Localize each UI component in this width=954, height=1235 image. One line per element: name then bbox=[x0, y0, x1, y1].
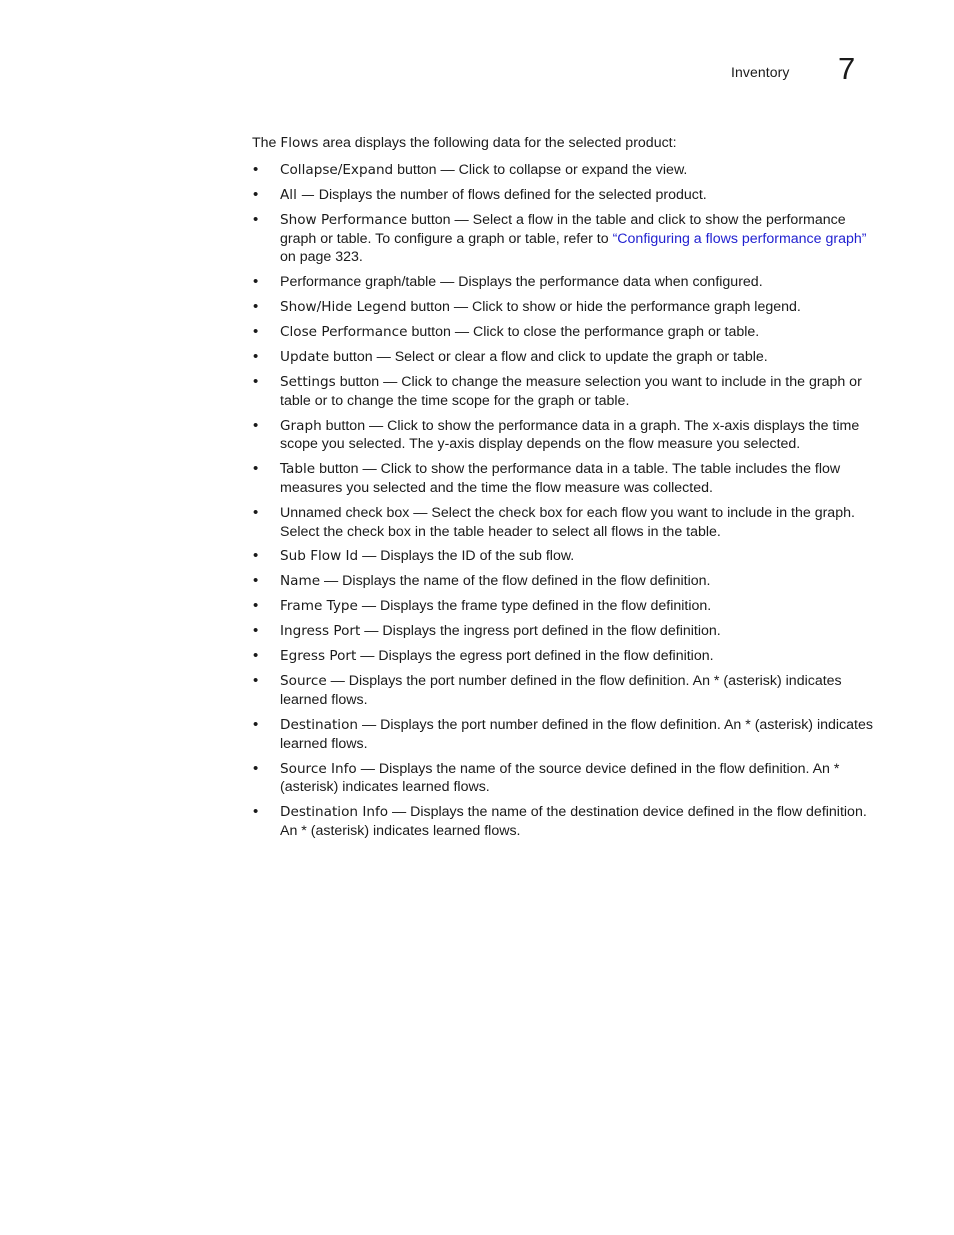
item-text: — Displays the egress port defined in the flow definition. bbox=[356, 648, 714, 665]
item-term: Destination bbox=[280, 716, 359, 733]
item-text: — Displays the name of the flow defined in the flow definition. bbox=[320, 573, 711, 590]
bullet-icon: • bbox=[253, 323, 259, 341]
bullet-icon: • bbox=[253, 622, 259, 640]
item-text: Performance graph/table — Displays the performance data when configured. bbox=[280, 274, 763, 291]
item-text: Displays the number of flows defined for the selected product. bbox=[314, 187, 707, 204]
item-text: — Displays the port number defined in the flow definition. An * (asterisk) indicates learned flows. bbox=[280, 673, 842, 708]
item-term: Source Info bbox=[280, 760, 357, 777]
item-text: button — Click to show the performance data in a table. The table includes the flow measures you selected and the time the flow measure was collected. bbox=[280, 461, 841, 496]
page-body bbox=[252, 134, 874, 847]
list-item bbox=[252, 597, 874, 616]
list-item bbox=[252, 760, 874, 797]
list-item bbox=[252, 298, 874, 317]
item-text: — Displays the name of the destination device defined in the flow definition. An * (asterisk) indicates learned flows. bbox=[280, 804, 867, 839]
bullet-icon: • bbox=[253, 348, 259, 366]
bullet-icon: • bbox=[253, 460, 259, 478]
item-term: Show/Hide Legend bbox=[280, 299, 407, 316]
item-term: Destination Info bbox=[280, 804, 389, 821]
item-term: Sub Flow Id bbox=[280, 548, 359, 565]
item-term: Egress Port bbox=[280, 648, 357, 665]
bullet-icon: • bbox=[253, 597, 259, 615]
item-text: button — Select a flow in the table and click to show the performance graph or table. To configure a graph or table, refer to bbox=[280, 212, 846, 247]
item-text: — Displays the frame type defined in the flow definition. bbox=[357, 598, 712, 615]
item-term: Frame Type bbox=[280, 598, 358, 615]
list-item bbox=[252, 161, 874, 180]
intro-text-before: The bbox=[252, 135, 281, 151]
item-text: — Displays the ID of the sub flow. bbox=[358, 548, 575, 565]
item-term: All — bbox=[280, 187, 315, 204]
item-term: Collapse/Expand bbox=[280, 162, 394, 179]
chapter-number: 7 bbox=[838, 51, 856, 86]
bullet-icon: • bbox=[253, 211, 259, 229]
flows-item-list bbox=[252, 161, 874, 840]
list-item bbox=[252, 716, 874, 753]
list-item bbox=[252, 572, 874, 591]
intro-paragraph bbox=[252, 134, 874, 153]
cross-reference-link[interactable]: “Configuring a flows performance graph” bbox=[612, 230, 867, 247]
bullet-icon: • bbox=[253, 373, 259, 391]
item-text: button — Click to show the performance data in a graph. The x-axis displays the time scope you selected. The y-axis display depends on the flow measure you selected. bbox=[280, 417, 860, 453]
list-item bbox=[252, 211, 874, 267]
bullet-icon: • bbox=[253, 803, 259, 821]
bullet-icon: • bbox=[253, 572, 259, 590]
item-text: button — Click to change the measure selection you want to include in the graph or table or to change the time scope for the graph or table. bbox=[280, 374, 862, 409]
bullet-icon: • bbox=[253, 161, 259, 179]
bullet-icon: • bbox=[253, 186, 259, 204]
item-term: Table bbox=[280, 461, 316, 478]
item-text: — Displays the port number defined in the flow definition. An * (asterisk) indicates learned flows. bbox=[280, 716, 873, 752]
item-term: Show Performance bbox=[280, 212, 408, 229]
bullet-icon: • bbox=[253, 298, 259, 316]
list-item bbox=[252, 417, 874, 454]
item-text: — Displays the ingress port defined in the flow definition. bbox=[360, 623, 721, 640]
bullet-icon: • bbox=[253, 547, 259, 565]
bullet-icon: • bbox=[253, 715, 259, 733]
item-term: Settings bbox=[280, 374, 336, 391]
list-item bbox=[252, 186, 874, 205]
list-item bbox=[252, 273, 874, 292]
bullet-icon: • bbox=[253, 416, 259, 434]
item-text: button — Click to show or hide the performance graph legend. bbox=[406, 299, 801, 316]
item-term: Graph bbox=[280, 417, 322, 434]
list-item bbox=[252, 547, 874, 566]
bullet-icon: • bbox=[253, 273, 259, 291]
item-term: Name bbox=[280, 573, 321, 590]
list-item bbox=[252, 323, 874, 342]
list-item bbox=[252, 672, 874, 709]
item-text: button — Click to collapse or expand the view. bbox=[393, 162, 688, 179]
bullet-icon: • bbox=[253, 503, 259, 521]
item-term: Source bbox=[280, 673, 327, 690]
running-head-title: Inventory bbox=[731, 64, 790, 80]
item-text: button — Select or clear a flow and click to update the graph or table. bbox=[329, 349, 768, 366]
item-term: Ingress Port bbox=[280, 623, 361, 640]
list-item bbox=[252, 803, 874, 840]
list-item bbox=[252, 460, 874, 497]
bullet-icon: • bbox=[253, 672, 259, 690]
item-term: Update bbox=[280, 349, 330, 366]
list-item bbox=[252, 504, 874, 541]
bullet-icon: • bbox=[253, 759, 259, 777]
list-item bbox=[252, 373, 874, 410]
item-text-after-link: on page 323. bbox=[280, 249, 363, 266]
bullet-icon: • bbox=[253, 647, 259, 665]
list-item bbox=[252, 348, 874, 367]
list-item bbox=[252, 622, 874, 641]
list-item bbox=[252, 647, 874, 666]
intro-text-after: area displays the following data for the selected product: bbox=[318, 135, 677, 151]
intro-term: Flows bbox=[280, 135, 319, 151]
item-text: Unnamed check box — Select the check box for each flow you want to include in the graph. Select the check box in the table header to select all flows in the table. bbox=[280, 504, 855, 540]
item-text: — Displays the name of the source device defined in the flow definition. An * (asterisk) indicates learned flows. bbox=[280, 760, 840, 796]
item-text: button — Click to close the performance graph or table. bbox=[407, 324, 760, 341]
item-term: Close Performance bbox=[280, 324, 408, 341]
